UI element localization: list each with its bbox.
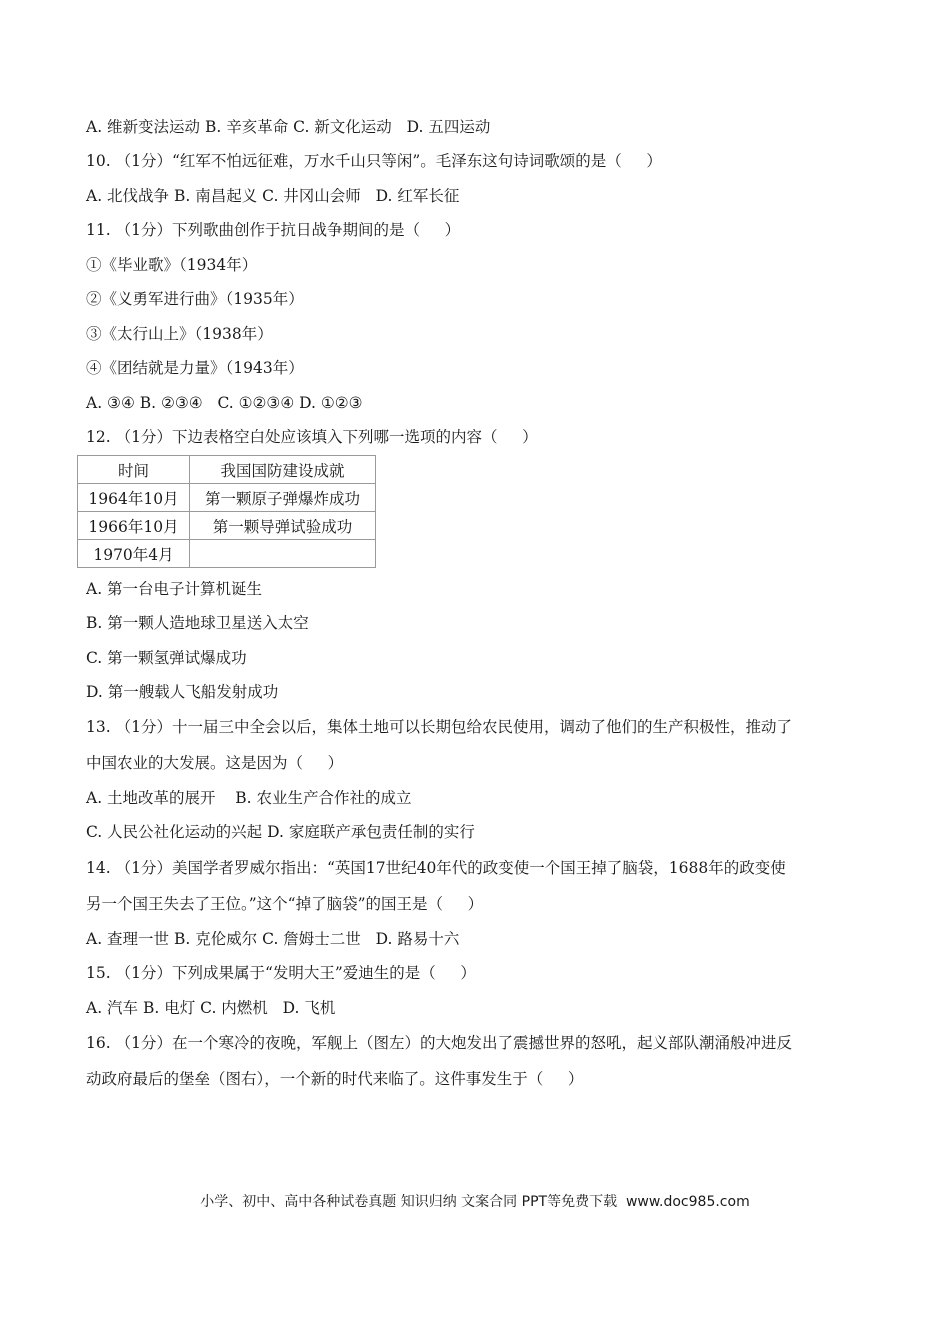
q13-options-line2: C. 人民公社化运动的兴起 D. 家庭联产承包责任制的实行 bbox=[86, 823, 475, 841]
q14-stem-line1: 14. （1分）美国学者罗威尔指出：“英国17世纪40年代的政变使一个国王掉了脑袋，1688年的政变使 bbox=[86, 859, 786, 877]
q13-stem-line1: 13. （1分）十一届三中全会以后，集体土地可以长期包给农民使用，调动了他们的生产积极性，推动了 bbox=[86, 718, 792, 736]
q12-option-a: A. 第一台电子计算机诞生 bbox=[86, 580, 263, 598]
table-header-cell: 时间 bbox=[78, 456, 190, 484]
q12-option-b: B. 第一颗人造地球卫星送入太空 bbox=[86, 614, 309, 632]
q10-stem: 10. （1分）“红军不怕远征难，万水千山只等闲”。毛泽东这句诗词歌颂的是（ ） bbox=[86, 152, 662, 170]
q11-stem: 11. （1分）下列歌曲创作于抗日战争期间的是（ ） bbox=[86, 221, 461, 239]
table-cell: 第一颗原子弹爆炸成功 bbox=[190, 484, 376, 512]
table-row bbox=[78, 540, 376, 568]
q16-stem-line1: 16. （1分）在一个寒冷的夜晚，军舰上（图左）的大炮发出了震撼世界的怒吼，起义部队潮涌般冲进反 bbox=[86, 1034, 792, 1052]
q14-options: A. 查理一世 B. 克伦威尔 C. 詹姆士二世 D. 路易十六 bbox=[86, 930, 460, 948]
q16-stem-line2: 动政府最后的堡垒（图右），一个新的时代来临了。这件事发生于（ ） bbox=[86, 1070, 584, 1088]
q13-options-line1: A. 土地改革的展开 B. 农业生产合作社的成立 bbox=[86, 789, 412, 807]
q13-stem-line2: 中国农业的大发展。这是因为（ ） bbox=[86, 754, 344, 772]
table-cell: 1964年10月 bbox=[78, 484, 190, 512]
q15-stem: 15. （1分）下列成果属于“发明大王”爱迪生的是（ ） bbox=[86, 964, 476, 982]
q9-options: A. 维新变法运动 B. 辛亥革命 C. 新文化运动 D. 五四运动 bbox=[86, 118, 491, 136]
page-footer: 小学、初中、高中各种试卷真题 知识归纳 文案合同 PPT等免费下载 www.doc985.com bbox=[200, 1194, 750, 1210]
q15-options: A. 汽车 B. 电灯 C. 内燃机 D. 飞机 bbox=[86, 999, 336, 1017]
table-cell: 1970年4月 bbox=[78, 540, 190, 568]
q12-option-d: D. 第一艘载人飞船发射成功 bbox=[86, 683, 279, 701]
q11-item-1: ①《毕业歌》（1934年） bbox=[86, 256, 258, 274]
table-header-cell: 我国国防建设成就 bbox=[190, 456, 376, 484]
table-cell: 1966年10月 bbox=[78, 512, 190, 540]
q11-item-3: ③《太行山上》（1938年） bbox=[86, 325, 273, 343]
q10-options: A. 北伐战争 B. 南昌起义 C. 井冈山会师 D. 红军长征 bbox=[86, 187, 460, 205]
q11-options: A. ③④ B. ②③④ C. ①②③④ D. ①②③ bbox=[86, 394, 363, 412]
table-row bbox=[78, 484, 376, 512]
table-row bbox=[78, 512, 376, 540]
q12-option-c: C. 第一颗氢弹试爆成功 bbox=[86, 649, 247, 667]
q11-item-2: ②《义勇军进行曲》（1935年） bbox=[86, 290, 304, 308]
q12-table bbox=[77, 455, 376, 568]
table-cell: 第一颗导弹试验成功 bbox=[190, 512, 376, 540]
q12-stem: 12. （1分）下边表格空白处应该填入下列哪一选项的内容（ ） bbox=[86, 428, 538, 446]
table-header-row bbox=[78, 456, 376, 484]
table-cell-blank bbox=[190, 540, 376, 568]
q14-stem-line2: 另一个国王失去了王位。”这个“掉了脑袋”的国王是（ ） bbox=[86, 895, 484, 913]
q11-item-4: ④《团结就是力量》（1943年） bbox=[86, 359, 304, 377]
